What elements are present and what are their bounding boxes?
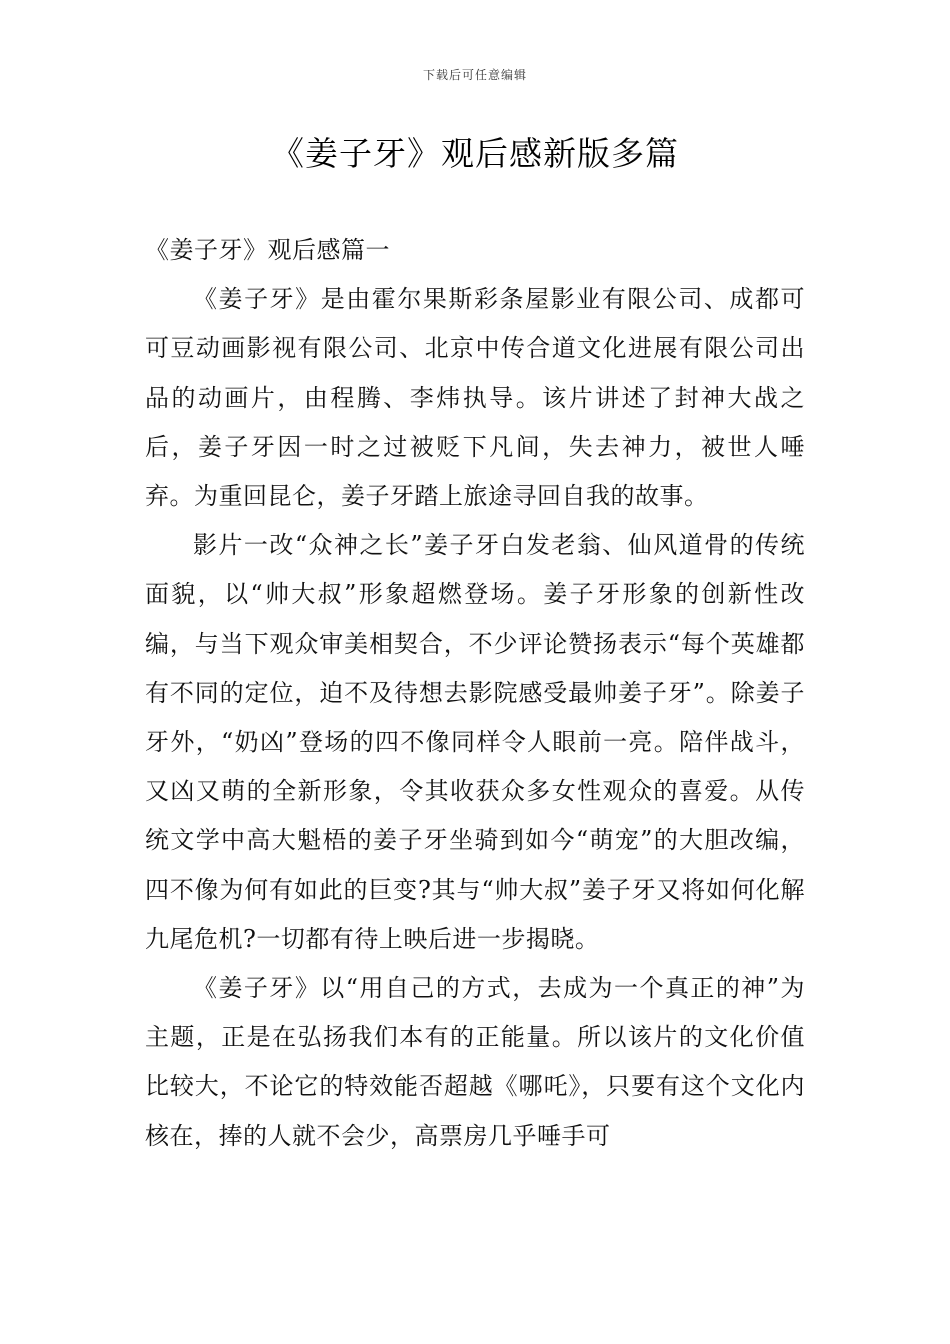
section-heading: 《姜子牙》观后感篇一: [145, 236, 390, 264]
body-paragraph: 《姜子牙》是由霍尔果斯彩条屋影业有限公司、成都可可豆动画影视有限公司、北京中传合道文化进展有限公司出品的动画片，由程腾、李炜执导。该片讲述了封神大战之后，姜子牙因一时之过被贬下凡间，失去神力，被世人唾弃。为重回昆仑，姜子牙踏上旅途寻回自我的故事。: [145, 285, 805, 511]
page-header-note: 下载后可任意编辑: [422, 68, 527, 82]
body-paragraph: 影片一改“众神之长”姜子牙白发老翁、仙风道骨的传统面貌，以“帅大叔”形象超燃登场。姜子牙形象的创新性改编，与当下观众审美相契合，不少评论赞扬表示“每个英雄都有不同的定位，迫不及待想去影院感受最帅姜子牙”。除姜子牙外，“奶凶”登场的四不像同样令人眼前一亮。陪伴战斗，又凶又萌的全新形象，令其收获众多女性观众的喜爱。从传统文学中高大魁梧的姜子牙坐骑到如今“萌宠”的大胆改编，四不像为何有如此的巨变?其与“帅大叔”姜子牙又将如何化解九尾危机?一切都有待上映后进一步揭晓。: [145, 531, 805, 953]
body-paragraph: 《姜子牙》以“用自己的方式，去成为一个真正的神”为主题，正是在弘扬我们本有的正能量。所以该片的文化价值比较大，不论它的特效能否超越《哪吒》，只要有这个文化内核在，捧的人就不会少，高票房几乎唾手可: [145, 974, 805, 1150]
document-title: 《姜子牙》观后感新版多篇: [271, 134, 679, 173]
document-body: [145, 226, 805, 1161]
